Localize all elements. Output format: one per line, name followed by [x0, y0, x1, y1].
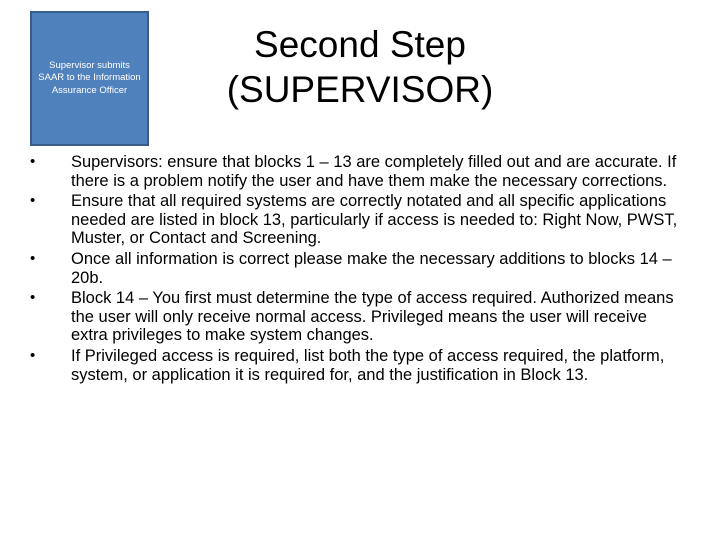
slide-title [225, 22, 495, 112]
bullet-icon: • [30, 346, 36, 364]
bullet-icon: • [30, 289, 36, 307]
list-item [30, 289, 680, 345]
title-line-1: Second Step [254, 24, 466, 65]
bullet-text: If Privileged access is required, list both the type of access required, the platform, system, or application it is required for, and the justification in Block 13. [71, 346, 665, 384]
bullet-text: Once all information is correct please make the necessary additions to blocks 14 – 20b. [71, 249, 672, 287]
list-item [30, 153, 680, 190]
bullet-text: Ensure that all required systems are correctly notated and all specific applications needed are listed in block 13, particularly if access is needed to: Right Now, PWST, Muster, or Contact and Screening. [71, 192, 678, 248]
bullet-icon: • [30, 249, 36, 267]
bullet-text: Block 14 – You first must determine the type of access required. Authorized means the user will only receive normal access. Privileged means the user will receive extra privileges to make system changes. [71, 289, 674, 345]
instruction-list [30, 153, 680, 386]
list-item [30, 250, 680, 287]
step-box-label: Supervisor submits SAAR to the Information Assurance Officer [38, 59, 141, 96]
bullet-icon: • [30, 153, 36, 170]
list-item [30, 192, 680, 248]
bullet-text: Supervisors: ensure that blocks 1 – 13 are completely filled out and are accurate. If there is a problem notify the user and have them make the necessary corrections. [71, 153, 677, 190]
bullet-icon: • [30, 192, 36, 210]
title-line-2: (SUPERVISOR) [226, 69, 494, 110]
supervisor-step-box [30, 11, 149, 146]
list-item [30, 347, 680, 384]
